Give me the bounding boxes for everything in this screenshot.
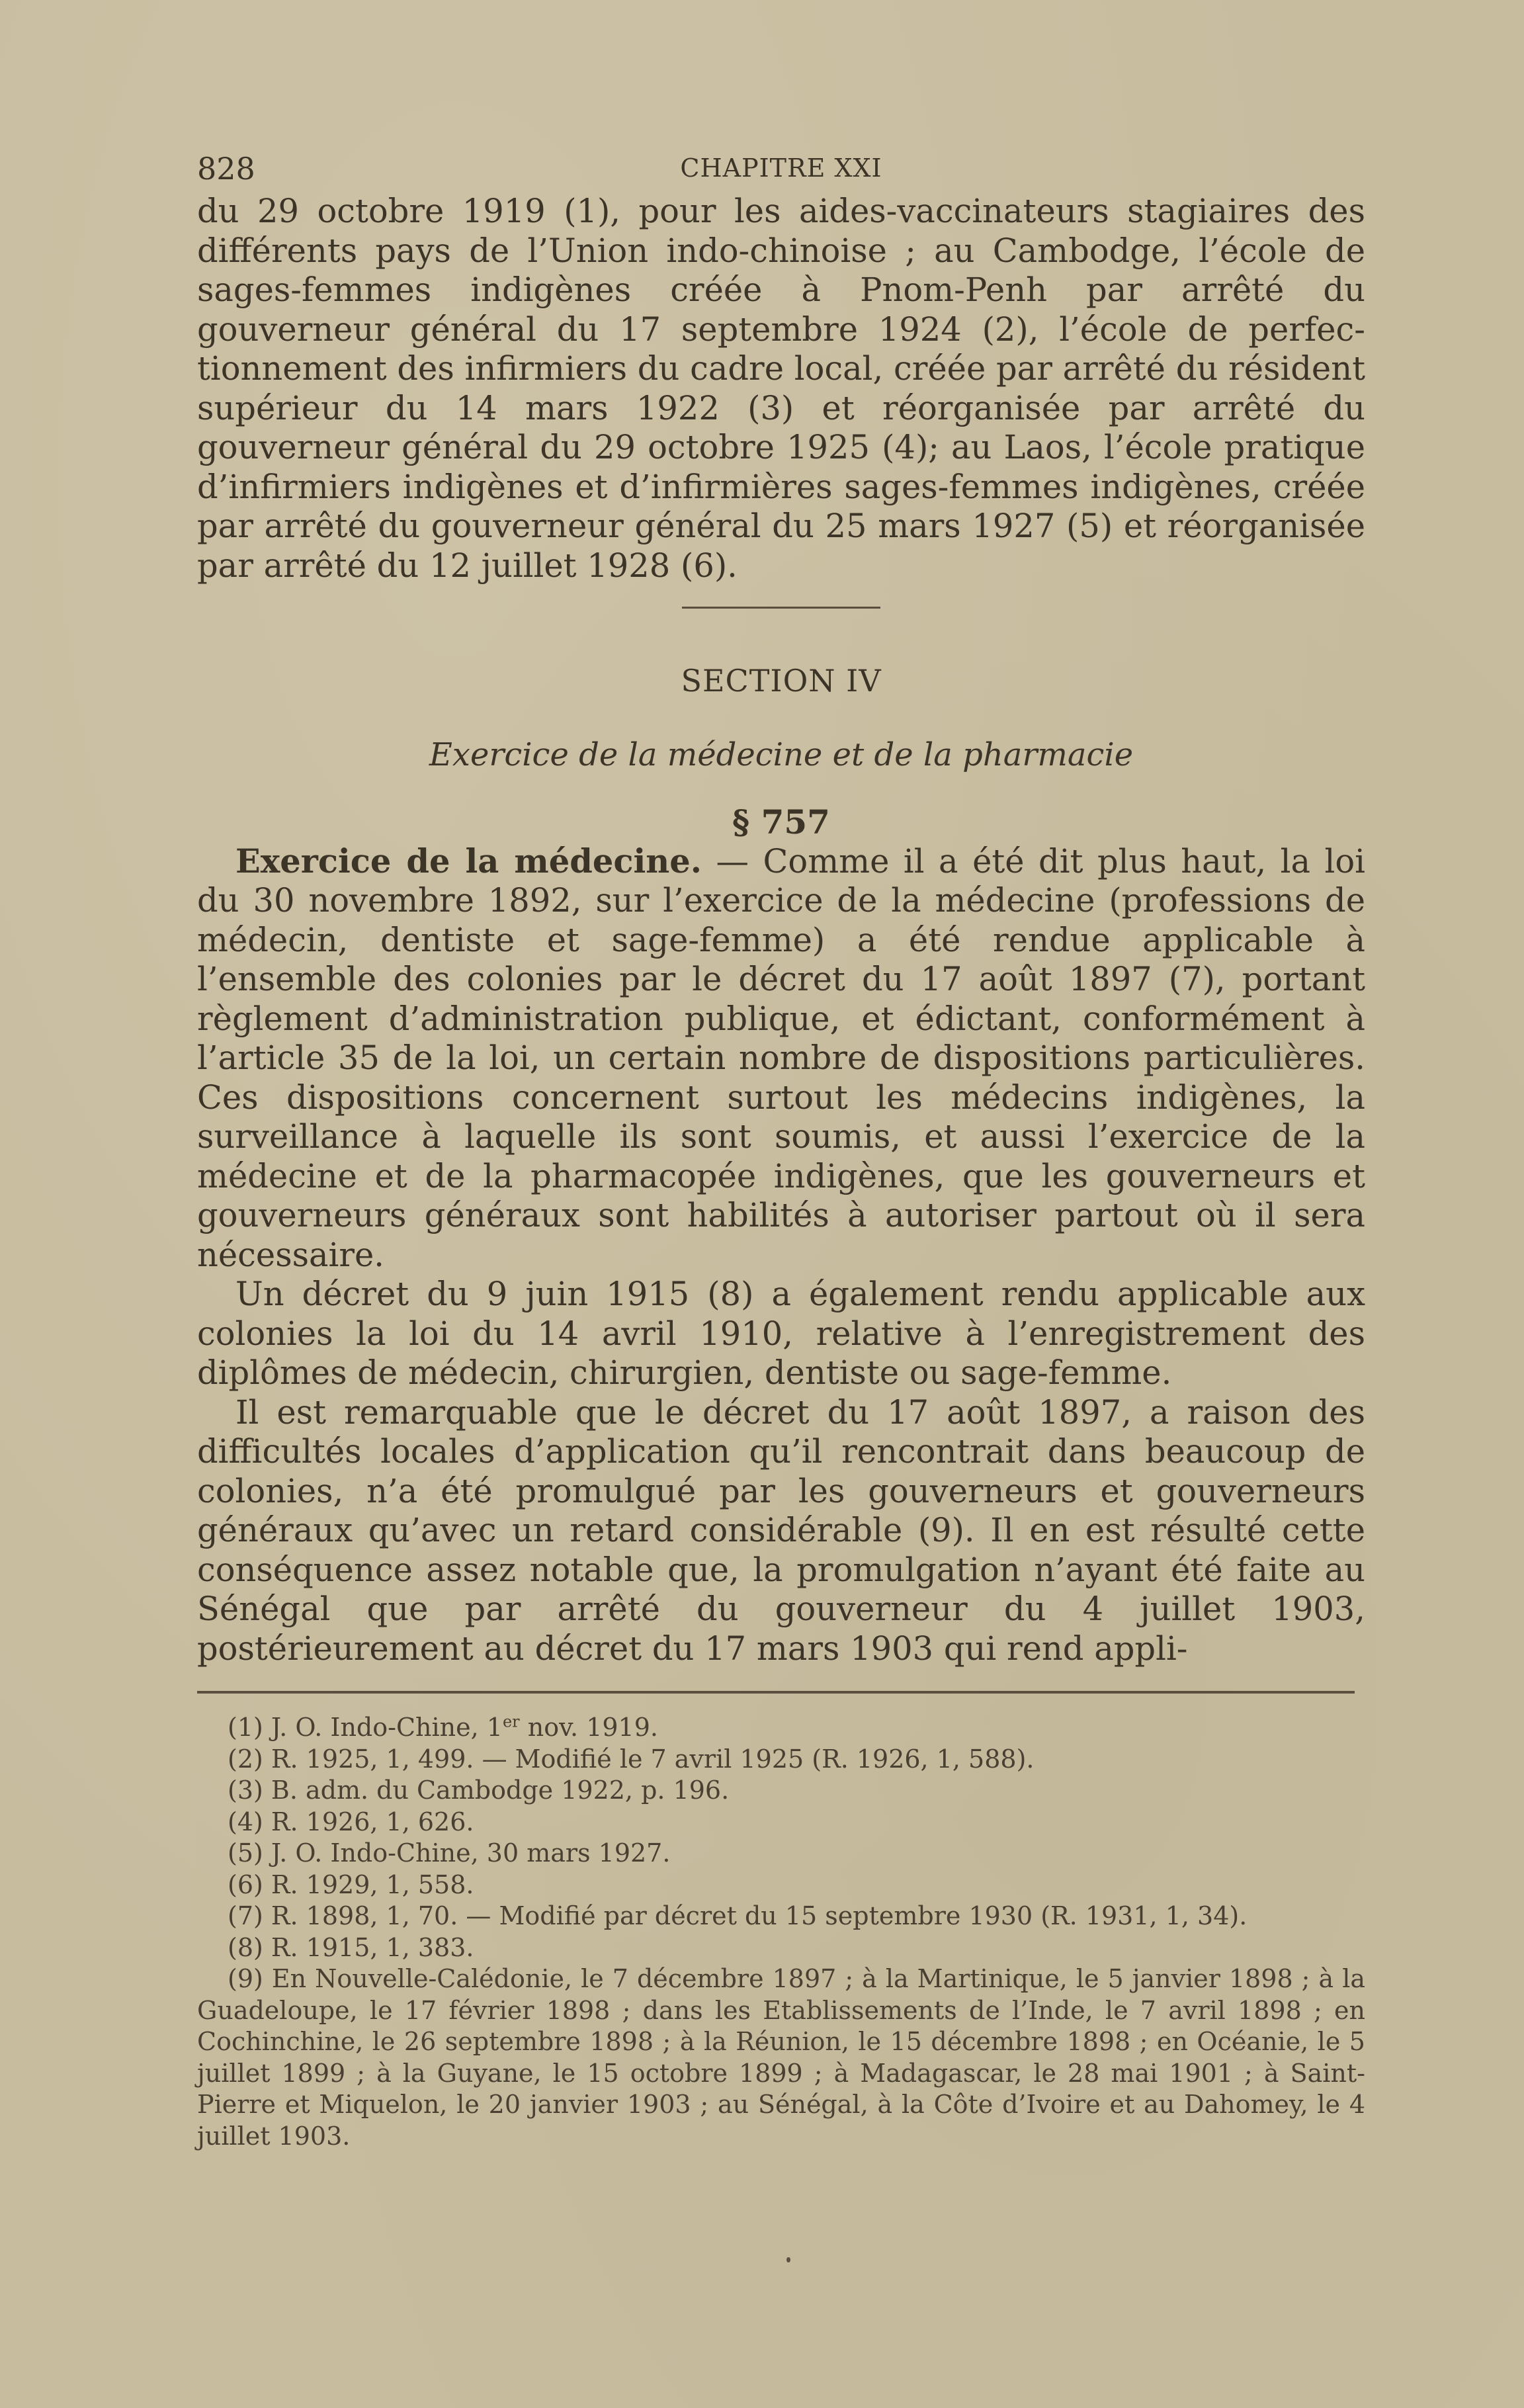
footnote-6: (6) R. 1929, 1, 558. xyxy=(228,1870,474,1899)
running-head xyxy=(197,146,1365,192)
footnote-9: (9) En Nouvelle-Calédonie, le 7 décembre 1897 ; à la Martinique, le 5 janvier 1898 ; à la Guadeloupe, le 17 février 1898 ; dans les Etablissements de l’Inde, le 7 avril 1898 ; en Cochinchine, le 26 septembre 1898 ; à la Réunion, le 15 décembre 1898 ; en Océanie, le 5 juillet 1899 ; à la Guyane, le 15 octobre 1899 ; à Madagascar, le 28 mai 1901 ; à Saint-Pierre et Miquelon, le 20 janvier 1903 ; au Sénégal, à la Côte d’Ivoire et au Dahomey, le 4 juillet 1903. xyxy=(197,1964,1365,2151)
chapter-title: CHAPITRE XXI xyxy=(680,153,882,183)
paragraph-text: — Comme il a été dit plus haut, la loi du 30 novembre 1892, sur l’exercice de la médecine (professions de médecin, dentiste et sage-femme) a été rendue applicable à l’ensemble des colonies par le décret du 17 août 1897 (7), portant règlement d’administration publique, et édictant, conformément à l’article 35 de la loi, un certain nombre de dispositions particulières. Ces dispositions concernent surtout les médecins indigènes, la surveillance à laquelle ils sont soumis, et aussi l’exercice de la médecine et de la pharmacopée indigènes, que les gouverneurs et gouverneurs généraux sont habilités à autoriser partout où il sera nécessaire. xyxy=(197,841,1365,1274)
intro-paragraph: du 29 octobre 1919 (1), pour les aides-vaccinateurs stagiaires des différents pays de l’Union indo-chinoise ; au Cambodge, l’école de sages-femmes indigènes créée à Pnom-Penh par arrêté du gouverneur général du 17 septembre 1924 (2), l’école de perfectionnement des infirmiers du cadre local, créée par arrêté du résident supérieur du 14 mars 1922 (3) et réorganisée par arrêté du gouverneur général du 29 octobre 1925 (4); au Laos, l’école pratique d’infirmiers indigènes et d’infirmières sages-femmes indigènes, créée par arrêté du gouverneur général du 25 mars 1927 (5) et réorganisée par arrêté du 12 juillet 1928 (6). xyxy=(197,192,1365,585)
footnote-divider xyxy=(197,1691,1355,1694)
footnote-5: (5) J. O. Indo-Chine, 30 mars 1927. xyxy=(228,1838,671,1868)
page-number: 828 xyxy=(197,151,255,187)
body-text xyxy=(197,192,1365,1668)
section-divider xyxy=(682,607,880,609)
paragraph-number: § 757 xyxy=(732,802,830,841)
paragraph-lead: Exercice de la médecine. xyxy=(235,841,702,881)
footnote-8: (8) R. 1915, 1, 383. xyxy=(228,1932,474,1962)
footnotes xyxy=(197,1712,1365,2152)
footnote-text: (1) J. O. Indo-Chine, 1 xyxy=(228,1713,503,1742)
footnote-2: (2) R. 1925, 1, 499. — Modifié le 7 avril 1925 (R. 1926, 1, 588). xyxy=(228,1744,1035,1774)
paragraph-exercice-medecine xyxy=(197,842,1365,1275)
footnote-1 xyxy=(197,1712,1365,1744)
footnote-4: (4) R. 1926, 1, 626. xyxy=(228,1807,474,1836)
section-subtitle: Exercice de la médecine et de la pharmacie xyxy=(429,736,1134,773)
footnote-superscript: er xyxy=(502,1712,520,1731)
paragraph-remarquable: Il est remarquable que le décret du 17 août 1897, a raison des difficultés locales d’application qu’il rencontrait dans beaucoup de colonies, n’a été promulgué par les gouverneurs et gouverneurs généraux qu’avec un retard considérable (9). Il en est résulté cette conséquence assez notable que, la promulgation n’ayant été faite au Sénégal que par arrêté du gouverneur du 4 juillet 1903, postérieurement au décret du 17 mars 1903 qui rend appli- xyxy=(197,1393,1365,1668)
footnote-3: (3) B. adm. du Cambodge 1922, p. 196. xyxy=(228,1776,730,1805)
section-heading: SECTION IV xyxy=(681,663,882,699)
footnote-text: nov. 1919. xyxy=(519,1713,658,1742)
footnote-7: (7) R. 1898, 1, 70. — Modifié par décret du 15 septembre 1930 (R. 1931, 1, 34). xyxy=(228,1901,1248,1930)
book-page xyxy=(197,146,1365,2152)
paper-speck xyxy=(786,2257,790,2262)
paragraph-decret-1915: Un décret du 9 juin 1915 (8) a également rendu applicable aux colonies la loi du 14 avril 1910, relative à l’enregistrement des diplômes de médecin, chirurgien, dentiste ou sage-femme. xyxy=(197,1275,1365,1392)
